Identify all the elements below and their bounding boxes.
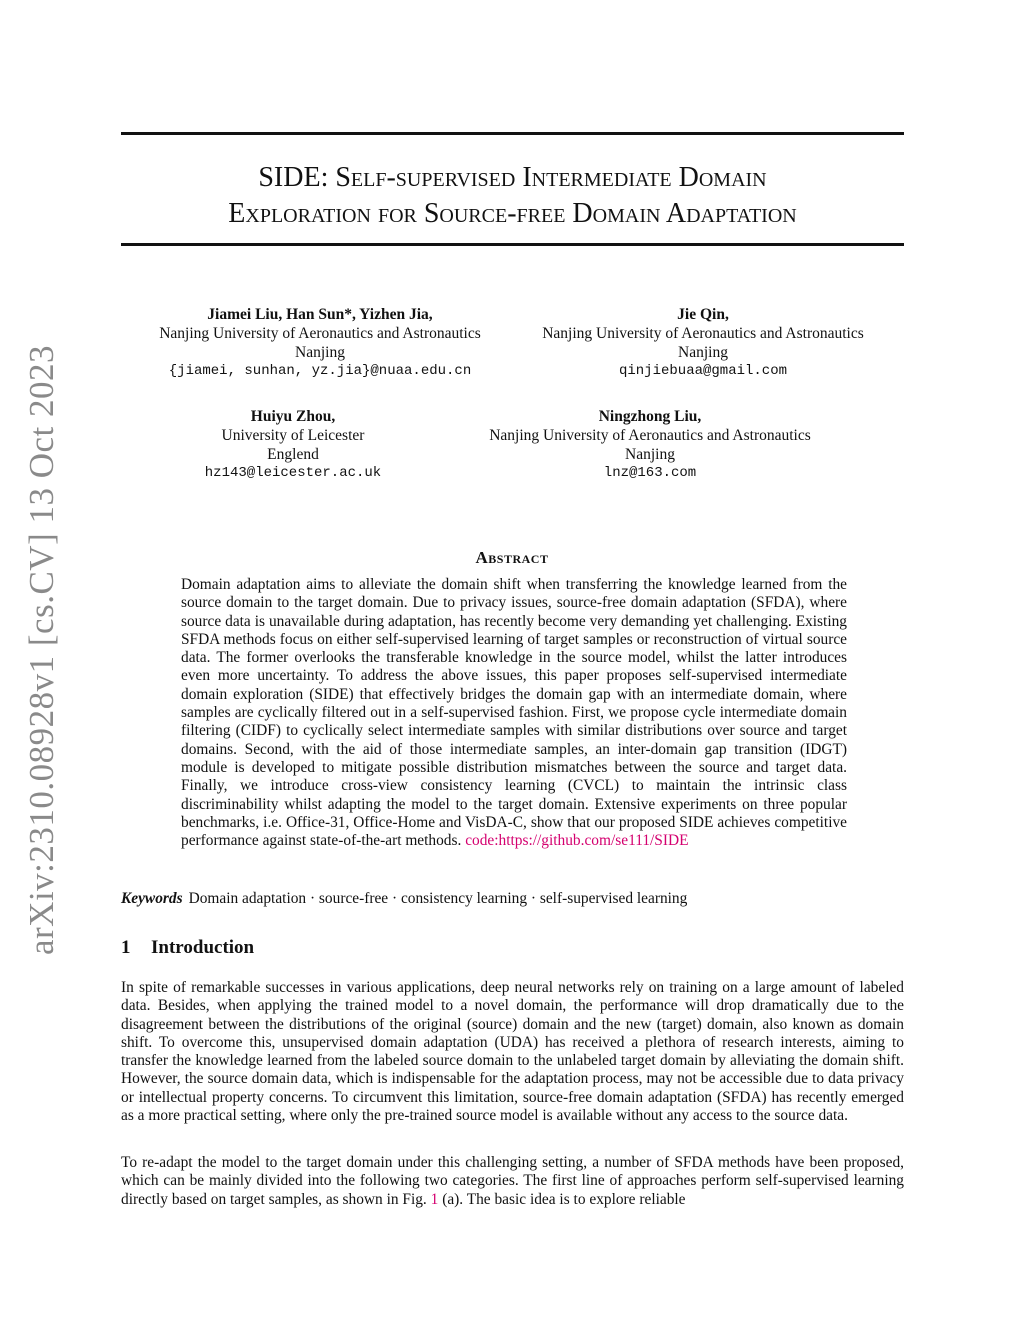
- author-email[interactable]: qinjiebuaa@gmail.com: [618, 363, 788, 379]
- intro-paragraph-2-start: To re-adapt the model to the target domain under this challenging setting, a number of SFDA methods have been proposed, which can be mainly divided into the following two categories. The first line of approaches perform self-supervised learning directly based on target samples, as shown in Fig.: [121, 1154, 904, 1208]
- section-title: Introduction: [151, 937, 255, 958]
- author-city: Nanjing: [625, 446, 675, 463]
- abstract-text: Domain adaptation aims to alleviate the domain shift when transferring the knowledge learned from the source domain to the target domain. Due to privacy issues, source-free domain adaptation (SFDA), where source data is unavailable during adaptation, has recently become very demanding yet challenging. Existing SFDA methods focus on either self-supervised learning of target samples or reconstruction of virtual source data. The former overlooks the transferable knowledge in the source model, whilst the latter introduces even more uncertainty. To address the above issues, this paper proposes self-supervised intermediate domain exploration (SIDE) that effectively bridges the domain gap with an intermediate domain, where samples are cyclically filtered out in a self-supervised fashion. First, we propose cycle intermediate domain filtering (CIDF) to cyclically select intermediate samples with similar distributions over source and target domains. Second, with the aid of those intermediate samples, an inter-domain gap transition (IDGT) module is developed to mitigate possible distribution mismatches between the source and target data. Finally, we introduce cross-view consistency learning (CVCL) to maintain the intrinsic class discriminability whilst adapting the model to the target domain. Extensive experiments on three popular benchmarks, i.e. Office-31, Office-Home and VisDA-C, show that our proposed SIDE achieves competitive performance against state-of-the-art methods.: [181, 576, 847, 850]
- abstract-heading: Abstract: [475, 548, 549, 567]
- author-affiliation: Nanjing University of Aeronautics and Astronautics: [489, 427, 811, 444]
- author-block-2: [542, 305, 864, 381]
- author-email[interactable]: hz143@leicester.ac.uk: [204, 465, 382, 481]
- author-email[interactable]: {jiamei, sunhan, yz.jia}@nuaa.edu.cn: [168, 363, 472, 379]
- arxiv-identifier-stamp: arXiv:2310.08928v1 [cs.CV] 13 Oct 2023: [22, 344, 61, 956]
- section-heading-introduction: [121, 937, 254, 959]
- author-affiliation: University of Leicester: [221, 427, 365, 444]
- author-names: Jie Qin,: [677, 306, 729, 323]
- author-block-1: [159, 305, 481, 381]
- author-email[interactable]: lnz@163.com: [603, 465, 697, 481]
- author-affiliation: Nanjing University of Aeronautics and Astronautics: [159, 325, 481, 342]
- intro-paragraph-2-end: (a). The basic idea is to explore reliable: [442, 1190, 686, 1208]
- author-affiliation: Nanjing University of Aeronautics and Astronautics: [542, 325, 864, 342]
- title-bottom-rule: [121, 243, 904, 246]
- keywords-text: Domain adaptation · source-free · consistency learning · self-supervised learning: [188, 890, 688, 907]
- intro-paragraph-2: [121, 1154, 904, 1209]
- author-names: Jiamei Liu, Han Sun*, Yizhen Jia,: [207, 306, 433, 323]
- author-city: Nanjing: [678, 344, 728, 361]
- author-names: Huiyu Zhou,: [250, 408, 336, 425]
- keywords-label: Keywords: [121, 890, 183, 907]
- paper-title: [121, 160, 904, 232]
- author-names: Ningzhong Liu,: [598, 408, 702, 425]
- code-link[interactable]: code:https://github.com/se111/SIDE: [465, 832, 689, 850]
- author-city: Nanjing: [295, 344, 345, 361]
- figure-reference-link[interactable]: 1: [430, 1190, 439, 1208]
- abstract-body: [181, 576, 847, 850]
- author-block-3: [205, 407, 381, 483]
- title-line-1: SIDE: Self-supervised Intermediate Domain: [258, 162, 767, 193]
- author-block-4: [489, 407, 811, 483]
- section-number: 1: [121, 937, 131, 958]
- title-line-2: Exploration for Source-free Domain Adaptation: [228, 198, 797, 229]
- author-city: Englend: [267, 446, 319, 463]
- title-top-rule: [121, 132, 904, 135]
- keywords: [121, 889, 904, 908]
- intro-paragraph-1: In spite of remarkable successes in various applications, deep neural networks rely on training on a large amount of labeled data. Besides, when applying the trained model to a novel domain, the performance will drop dramatically due to the disagreement between the distributions of the original (source) domain and the new (target) domain, also known as domain shift. To overcome this, unsupervised domain adaptation (UDA) has received a plethora of research interests, aiming to transfer the knowledge learned from the labeled source domain to the unlabeled target domain by alleviating the domain shift. However, the source domain data, which is indispensable for the adaptation process, may not be accessible due to data privacy or intellectual property concerns. To circumvent this limitation, source-free domain adaptation (SFDA) has recently emerged as a more practical setting, where only the pre-trained source model is available without any access to the source data.: [121, 979, 904, 1125]
